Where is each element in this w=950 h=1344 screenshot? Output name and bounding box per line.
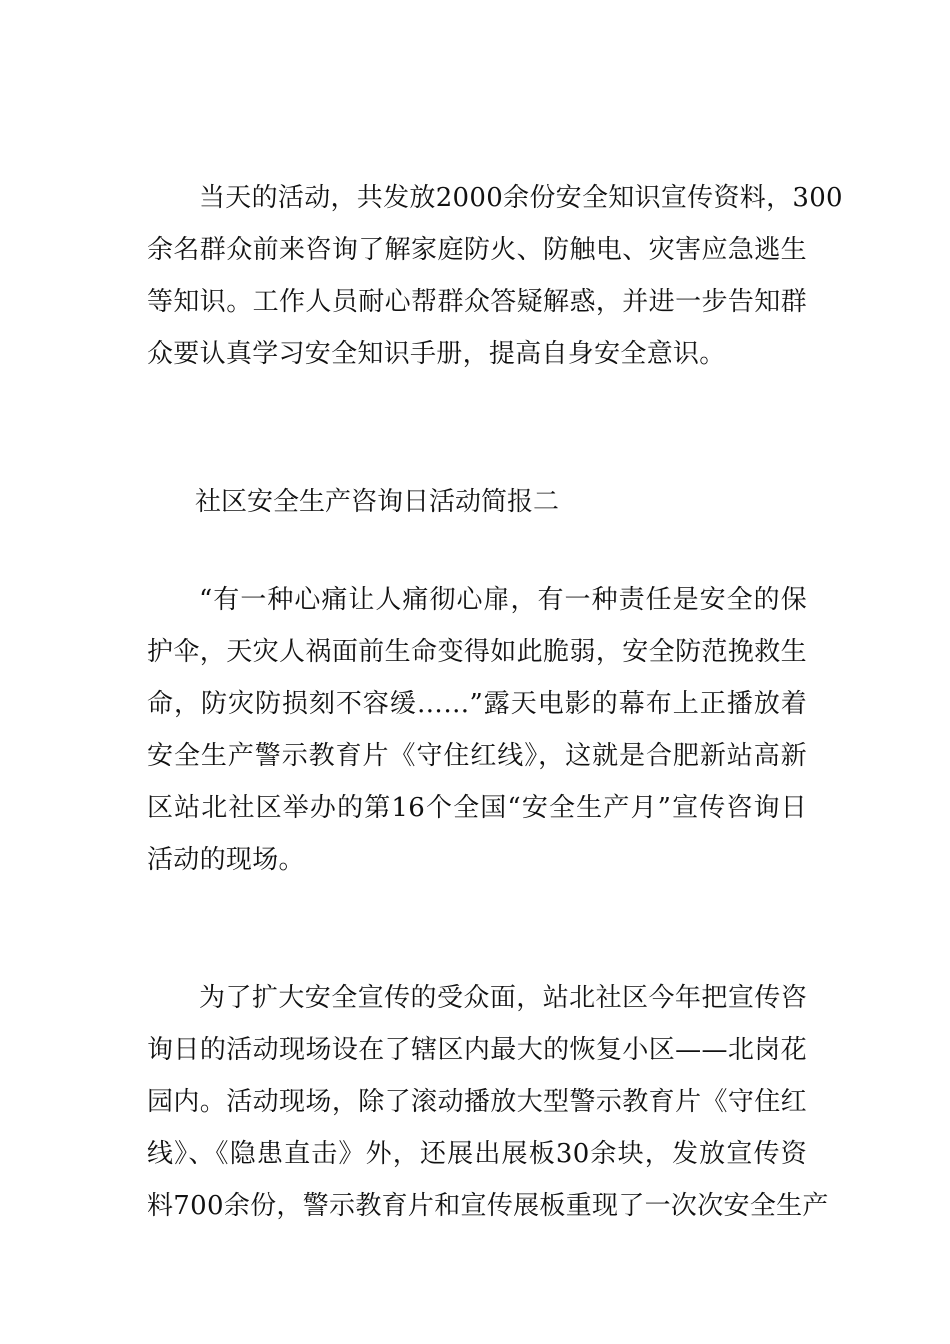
- paragraph-line: 众要认真学习安全知识手册，提高自身安全意识。: [147, 339, 726, 369]
- paragraph-line: 命，防灾防损刻不容缓……”露天电影的幕布上正播放着: [147, 689, 807, 719]
- paragraph-line: 区站北社区举办的第16个全国“安全生产月”宣传咨询日: [147, 793, 807, 823]
- paragraph-event-intro: [147, 574, 807, 886]
- paragraph-distribution-summary: [147, 172, 843, 380]
- paragraph-event-venue: [147, 972, 829, 1232]
- paragraph-line: 料700余份，警示教育片和宣传展板重现了一次次安全生产: [147, 1191, 829, 1221]
- paragraph-line: 园内。活动现场，除了滚动播放大型警示教育片《守住红: [147, 1087, 807, 1117]
- paragraph-line: 等知识。工作人员耐心帮群众答疑解惑，并进一步告知群: [147, 287, 807, 317]
- paragraph-line: 活动的现场。: [147, 845, 305, 875]
- paragraph-line: 线》、《隐患直击》外，还展出展板30余块，发放宣传资: [147, 1139, 807, 1169]
- paragraph-line: 询日的活动现场设在了辖区内最大的恢复小区——北岗花: [147, 1035, 807, 1065]
- section-heading: 社区安全生产咨询日活动简报二: [195, 487, 560, 517]
- paragraph-line: “有一种心痛让人痛彻心扉，有一种责任是安全的保: [199, 585, 807, 615]
- paragraph-line: 为了扩大安全宣传的受众面，站北社区今年把宣传咨: [199, 983, 807, 1013]
- paragraph-line: 护伞，天灾人祸面前生命变得如此脆弱，安全防范挽救生: [147, 637, 807, 667]
- paragraph-line: 余名群众前来咨询了解家庭防火、防触电、灾害应急逃生: [147, 235, 807, 265]
- paragraph-line: 当天的活动，共发放2000余份安全知识宣传资料，300: [199, 183, 843, 213]
- paragraph-line: 安全生产警示教育片《守住红线》，这就是合肥新站高新: [147, 741, 807, 771]
